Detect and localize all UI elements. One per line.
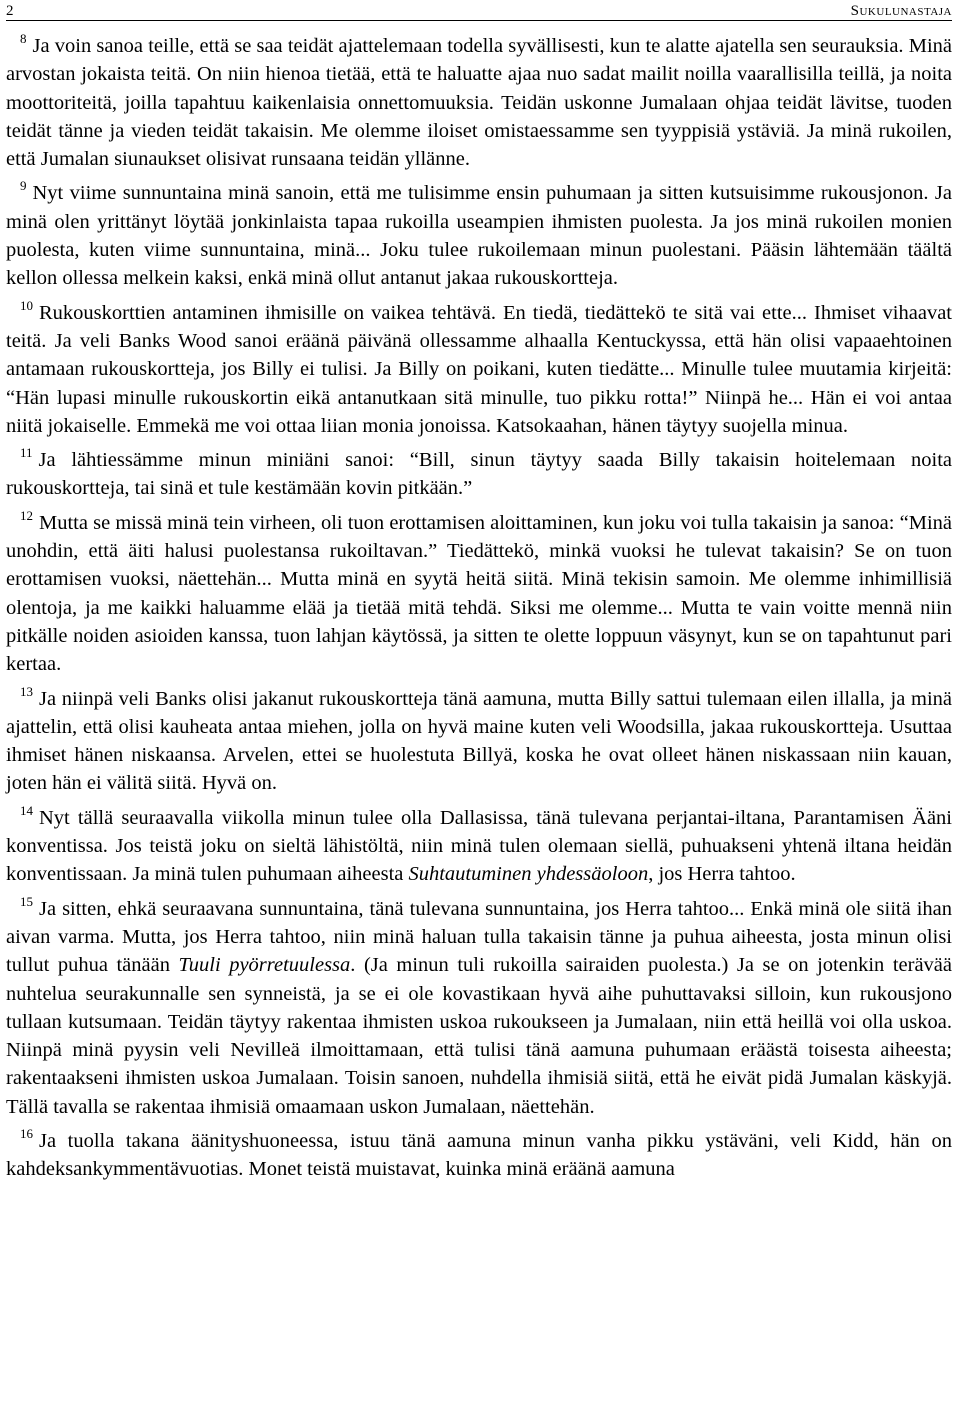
paragraph-text: Nyt tällä seuraavalla viikolla minun tulee olla Dallasissa, tänä tulevana perjantai-iltana, Parantamisen Ääni konventissa. Jos teistä joku on sieltä lähistöltä, niin minä tulen olemaan siellä, puhuakseni yhtenä iltana heidän konventissaan. Ja minä tulen puhumaan aiheesta bbox=[6, 806, 952, 886]
paragraph bbox=[6, 685, 952, 798]
paragraph-text: Mutta se missä minä tein virheen, oli tuon erottamisen aloittaminen, kun joku voi tulla takaisin ja sanoa: “Minä unohdin, että äiti halusi puolestansa rukoiltavan.” Tiedättekö, minkä vuoksi he tulevat takaisin? Se on tuon erottamisen vuoksi, näettehän... Mutta minä en syytä heitä siitä. Minä tekisin samoin. Me olemme inhimillisiä olentoja, ja me kaikki haluamme elää ja tietää mitä tehdä. Siksi me olemme... Mutta te vain voitte mennä niin pitkälle noiden asioiden kanssa, tuon lahjan käytössä, ja sitten te olette loppuun väsynyt, kun se on tapahtunut pari kertaa. bbox=[6, 511, 952, 676]
paragraph bbox=[6, 895, 952, 1121]
paragraph-text: Ja lähtiessämme minun miniäni sanoi: “Bill, sinun täytyy saada Billy takaisin hoitelemaan noita rukouskortteja, tai sinä et tule kestämään kovin pitkään.” bbox=[6, 449, 952, 500]
paragraph-number: 14 bbox=[20, 802, 33, 818]
paragraph-text: Ja niinpä veli Banks olisi jakanut rukouskortteja tänä aamuna, mutta Billy sattui tulemaan eilen illalla, ja minä ajattelin, että olisi kauheata antaa miehen, jolla on hyvä maine kuten veli Woodsilla, jakaa rukouskortteja. Usuttaa ihmiset hänen niskaansa. Arvelen, ettei se huolestuta Billyä, koska he ovat olleet hänen niskassaan niin kauan, joten hän ei välitä siitä. Hyvä on. bbox=[6, 687, 952, 795]
paragraph-number: 11 bbox=[20, 445, 33, 461]
paragraph-text: . (Ja minun tuli rukoilla sairaiden puolesta.) Ja se on jotenkin terävää nuhtelua seurakunnalle sen synneistä, ja se ei ole kovastikaan hyvä aihe puhuttavaksi silloin, kun rukousjono tullaan kutsumaan. Teidän täytyy rakentaa ihmisten uskoa rukoukseen ja Jumalaan, niin että heillä voi olla uskoa. Niinpä minä pyysin veli Nevilleä ilmoittamaan, että tulisi tänä aamuna puhumaan eräästä toisesta aiheesta; rakentaakseni ihmisten uskoa Jumalaan. Toisin sanoen, nuhdella ihmisiä siitä, että he eivät pidä Jumalan käskyjä. Tällä tavalla se rakentaa ihmisiä omaamaan uskon Jumalaan, näettehän. bbox=[6, 954, 953, 1118]
paragraph-number: 10 bbox=[20, 297, 33, 313]
paragraph-text: Ja tuolla takana äänityshuoneessa, istuu tänä aamuna minun vanha pikku ystäväni, veli Kidd, hän on kahdeksankymmentävuotias. Monet teistä muistavat, kuinka minä eräänä aamuna bbox=[6, 1129, 952, 1181]
page-header bbox=[6, 2, 952, 21]
paragraph-text: Ja sitten, ehkä seuraavana sunnuntaina, tänä tulevana sunnuntaina, jos Herra tahtoo... Enkä minä ole siitä ihan aivan varma. Mutta, jos Herra tahtoo, niin minä haluan tulla takaisin tänne ja puhua aiheesta, josta minun olisi tullut puhua tänään bbox=[6, 897, 952, 977]
paragraph bbox=[6, 509, 952, 679]
paragraph-number: 13 bbox=[20, 683, 33, 699]
paragraph bbox=[6, 1127, 952, 1184]
paragraph-number: 9 bbox=[20, 178, 27, 194]
paragraph bbox=[6, 179, 952, 292]
page-number: 2 bbox=[6, 3, 14, 19]
paragraph bbox=[6, 32, 952, 173]
document-body bbox=[6, 32, 952, 1184]
paragraph bbox=[6, 804, 952, 889]
paragraph bbox=[6, 299, 952, 440]
paragraph-text: Ja voin sanoa teille, että se saa teidät ajattelemaan todella syvällisesti, kun te alatte ajatella sen seurauksia. Minä arvostan jokaista teitä. On niin hienoa tietää, että te haluatte ajaa nuo sadat mailit noilla vaarallisilla teillä, ja noita moottoriteitä, joilla tapahtuu kaikenlaisia onnettomuuksia. Teidän uskonne Jumalaan ohjaa teidät lävitse, tuoden teidät tänne ja vieden teidät takaisin. Me olemme iloiset omistaessamme sen tyyppisiä ystäviä. Ja minä rukoilen, että Jumalan siunaukset olisivat runsaana teidän yllänne. bbox=[6, 35, 952, 171]
paragraph-number: 8 bbox=[20, 31, 27, 46]
italic-title-text: Suhtautuminen yhdessäoloon bbox=[408, 863, 649, 886]
italic-title-text: Tuuli pyörretuulessa bbox=[178, 954, 351, 977]
paragraph-text: , jos Herra tahtoo. bbox=[648, 863, 796, 886]
running-title: Sukulunastaja bbox=[850, 3, 952, 19]
paragraph bbox=[6, 446, 952, 503]
document-page bbox=[6, 0, 952, 1190]
paragraph-text: Nyt viime sunnuntaina minä sanoin, että me tulisimme ensin puhumaan ja sitten kutsuisimme rukousjonon. Ja minä olen yrittänyt löytää jonkinlaista tapaa rukoilla useampien ihmisten puolesta. Ja jos minä rukoilen monien puolesta, kuten viime sunnuntaina, minä... Joku tulee rukoilemaan minun puolestani. Pääsin lähtemään täältä kellon ollessa melkein kaksi, enkä minä ollut antanut jakaa rukouskortteja. bbox=[6, 182, 952, 290]
paragraph-number: 16 bbox=[20, 1125, 33, 1141]
paragraph-text: Rukouskorttien antaminen ihmisille on vaikea tehtävä. En tiedä, tiedättekö te sitä vai ette... Ihmiset vihaavat teitä. Ja veli Banks Wood sanoi eräänä päivänä ollessamme alhaalla Kentuckyssa, että hän olisi vapaaehtoinen antamaan rukouskortteja, jos Billy ei tulisi. Ja Billy on poikani, kuten tiedätte... Minulle tulee muutamia kirjeitä: “Hän lupasi minulle rukouskortin eikä antanutkaan sitä minulle, tuo pikku rotta!” Niinpä he... Hän ei voi antaa niitä jokaiselle. Emmekä me voi ottaa liian monia jonoissa. Katsokaahan, hänen täytyy suojella minua. bbox=[6, 301, 952, 437]
paragraph-number: 15 bbox=[20, 893, 33, 909]
paragraph-number: 12 bbox=[20, 507, 33, 523]
